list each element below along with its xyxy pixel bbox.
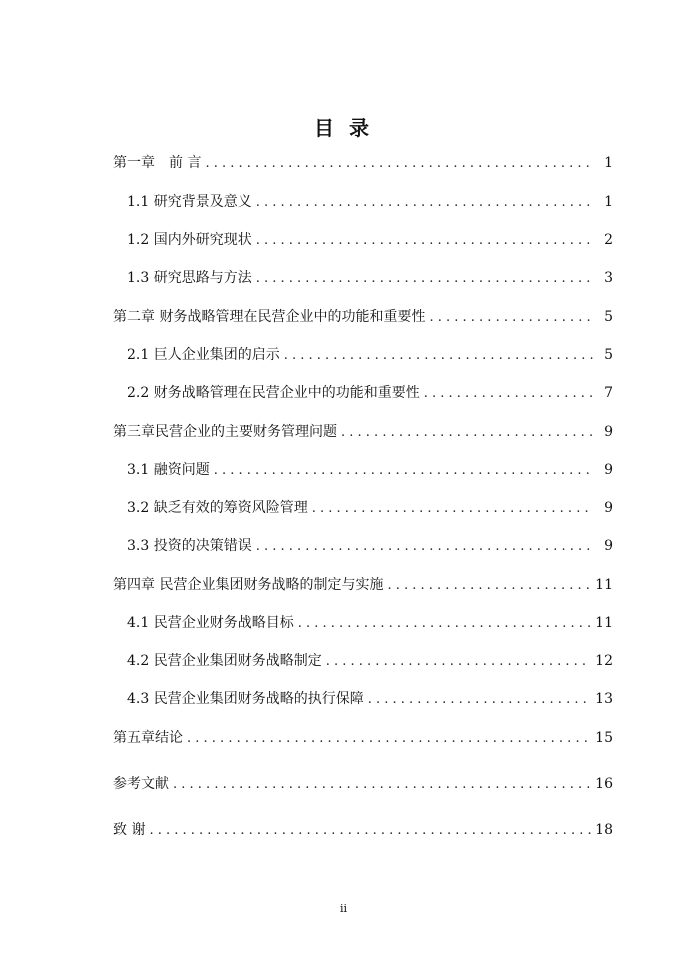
dot-leader [205, 154, 593, 174]
toc-entry-page: 16 [595, 776, 613, 792]
toc-entry-label: 1.1 研究背景及意义 [127, 194, 252, 210]
toc-entry-2-1[interactable] [127, 345, 613, 366]
dot-leader [326, 652, 591, 672]
dot-leader [149, 821, 591, 841]
toc-entry-1-3[interactable] [127, 268, 613, 289]
toc-entry-label: 4.3 民营企业集团财务战略的执行保障 [127, 691, 364, 707]
toc-entry-label: 3.1 融资问题 [127, 462, 210, 478]
dot-leader [387, 576, 591, 596]
toc-entry-acknowledgements[interactable] [113, 820, 613, 841]
toc-entry-page: 1 [604, 194, 613, 210]
toc-entry-page: 15 [595, 730, 613, 746]
dot-leader [284, 346, 593, 366]
toc-entry-page: 7 [604, 385, 613, 401]
toc-entry-page: 18 [595, 822, 613, 838]
toc-entry-page: 13 [595, 691, 613, 707]
toc-entry-page: 9 [604, 424, 613, 440]
toc-entry-references[interactable] [113, 774, 613, 795]
dot-leader [187, 729, 591, 749]
toc-entry-label: 2.2 财务战略管理在民营企业中的功能和重要性 [127, 385, 420, 401]
dot-leader [298, 614, 591, 634]
dot-leader [256, 537, 593, 557]
toc-entry-page: 5 [604, 309, 613, 325]
dot-leader [256, 269, 593, 289]
toc-entry-label: 第三章民营企业的主要财务管理问题 [113, 424, 337, 440]
toc-entry-4-2[interactable] [127, 651, 613, 672]
toc-entry-page: 1 [604, 155, 613, 171]
toc-entry-chapter-2[interactable] [113, 307, 613, 328]
toc-entry-chapter-5[interactable] [113, 728, 613, 749]
dot-leader [256, 231, 593, 251]
toc-entry-label: 第二章 财务战略管理在民营企业中的功能和重要性 [113, 309, 426, 325]
toc-entry-label: 第一章 前 言 [113, 155, 202, 171]
toc-entry-label: 2.1 巨人企业集团的启示 [127, 347, 280, 363]
dot-leader [312, 499, 593, 519]
toc-entry-3-1[interactable] [127, 460, 613, 481]
toc-entry-label: 3.3 投资的决策错误 [127, 538, 252, 554]
toc-entry-page: 9 [604, 500, 613, 516]
toc-entry-1-2[interactable] [127, 230, 613, 251]
toc-entry-label: 致 谢 [113, 822, 146, 838]
toc-entry-label: 1.3 研究思路与方法 [127, 270, 252, 286]
toc-entry-label: 4.2 民营企业集团财务战略制定 [127, 653, 322, 669]
toc-title: 目 录 [314, 116, 373, 140]
dot-leader [173, 775, 591, 795]
toc-entry-page: 9 [604, 538, 613, 554]
toc-entry-label: 第四章 民营企业集团财务战略的制定与实施 [113, 577, 384, 593]
toc-entry-label: 参考文献 [113, 776, 169, 792]
toc-entry-page: 11 [595, 577, 613, 593]
toc-entry-page: 5 [604, 347, 613, 363]
toc-entry-chapter-1[interactable] [113, 153, 613, 174]
toc-entry-1-1[interactable] [127, 192, 613, 213]
dot-leader [341, 423, 593, 443]
dot-leader [368, 690, 591, 710]
dot-leader [429, 308, 593, 328]
toc-entry-label: 1.2 国内外研究现状 [127, 232, 252, 248]
toc-entry-3-3[interactable] [127, 536, 613, 557]
dot-leader [256, 193, 593, 213]
toc-entry-4-3[interactable] [127, 689, 613, 710]
toc-entry-label: 3.2 缺乏有效的筹资风险管理 [127, 500, 308, 516]
toc-entry-3-2[interactable] [127, 498, 613, 519]
toc-entry-chapter-4[interactable] [113, 575, 613, 596]
toc-entry-page: 2 [604, 232, 613, 248]
dot-leader [214, 461, 593, 481]
toc-entry-page: 11 [595, 615, 613, 631]
toc-entry-4-1[interactable] [127, 613, 613, 634]
dot-leader [424, 384, 593, 404]
toc-entry-label: 第五章结论 [113, 730, 183, 746]
toc-entry-page: 9 [604, 462, 613, 478]
toc-entry-page: 3 [604, 270, 613, 286]
toc-entry-chapter-3[interactable] [113, 422, 613, 443]
page-number: ii [339, 902, 348, 915]
toc-entry-label: 4.1 民营企业财务战略目标 [127, 615, 294, 631]
toc-entry-2-2[interactable] [127, 383, 613, 404]
toc-entry-page: 12 [595, 653, 613, 669]
